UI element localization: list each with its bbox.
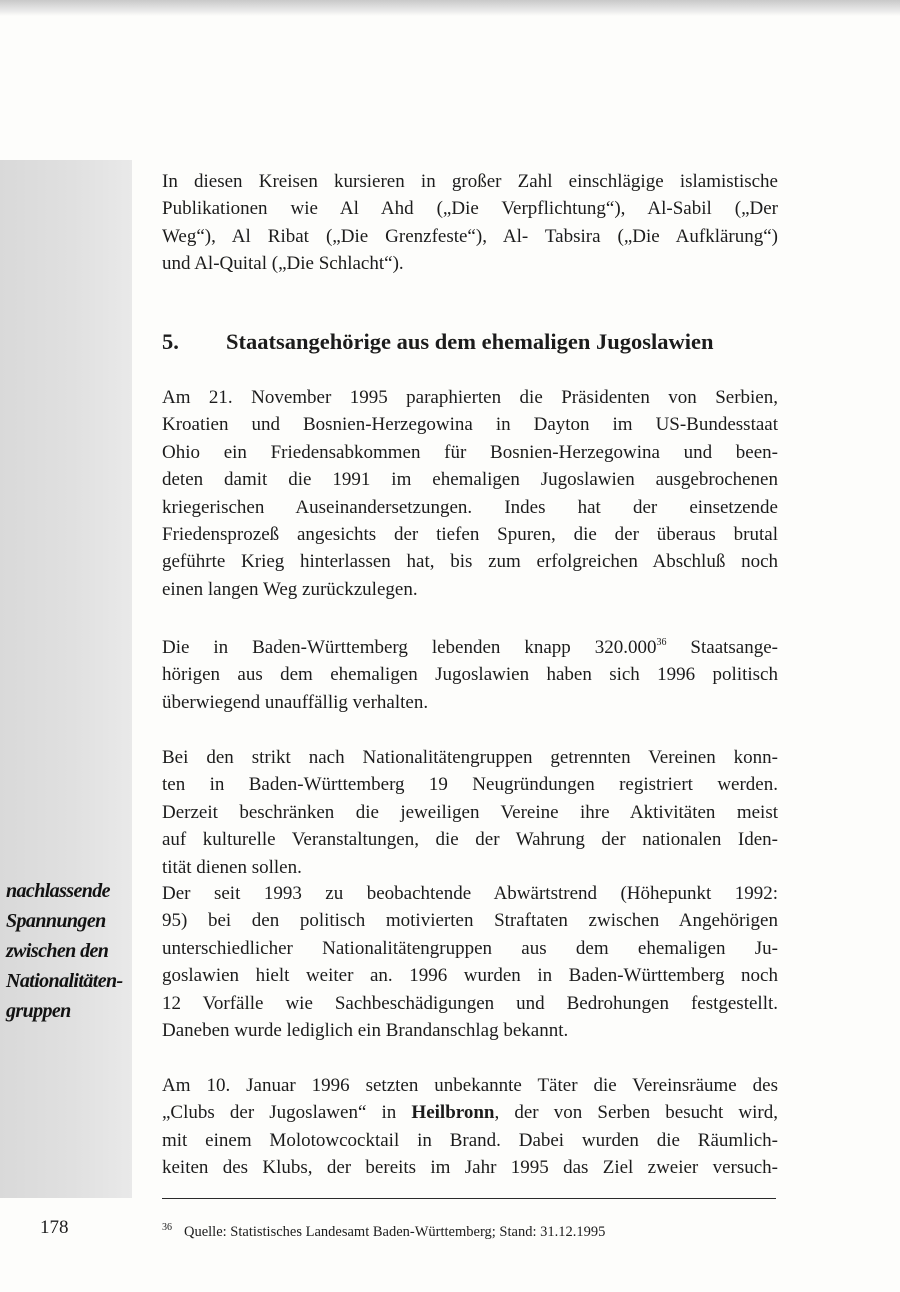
- paragraph-islamist-publications: [162, 168, 778, 278]
- text-segment: Die in Baden-Württemberg lebenden knapp 320.000: [162, 637, 657, 658]
- section-heading: [162, 327, 782, 357]
- text-line: 95) bei den politisch motivierten Straftaten zwischen Angehörigen: [162, 910, 778, 932]
- page-number: 178: [40, 1217, 69, 1238]
- text-line: [162, 1099, 778, 1126]
- text-line: einen langen Weg zurückzulegen.: [162, 578, 418, 600]
- text-line: überwiegend unauffällig verhalten.: [162, 691, 429, 713]
- text-line: In diesen Kreisen kursieren in großer Zahl einschlägige islamistische: [162, 171, 778, 192]
- place-name: Heilbronn: [411, 1102, 495, 1124]
- section-title: Staatsangehörige aus dem ehemaligen Jugoslawien: [226, 329, 714, 354]
- footnote-mark: 36: [162, 1222, 172, 1233]
- footnote-reference: 36: [656, 637, 667, 648]
- text-line: Weg“), Al Ribat („Die Grenzfeste“), Al- Tabsira („Die Aufklärung“): [162, 225, 778, 247]
- text-line: goslawien hielt weiter an. 1996 wurden in Baden-Württemberg noch: [162, 965, 778, 987]
- text-segment: , der von Serben besucht wird,: [494, 1102, 779, 1124]
- margin-note-line: gruppen: [6, 1000, 71, 1022]
- text-line: hörigen aus dem ehemaligen Jugoslawien haben sich 1996 politisch: [162, 664, 778, 686]
- footnote-divider: [162, 1198, 776, 1199]
- paragraph-crime-trend: [162, 880, 778, 1044]
- text-line: ten in Baden-Württemberg 19 Neugründungen registriert werden.: [162, 774, 778, 796]
- text-line: deten damit die 1991 im ehemaligen Jugoslawien ausgebrochenen: [162, 469, 778, 491]
- text-line: Friedensprozeß angesichts der tiefen Spuren, die der überaus brutal: [162, 524, 778, 546]
- text-line: kriegerischen Auseinandersetzungen. Indes hat der einsetzende: [162, 496, 778, 518]
- text-line: [162, 634, 778, 661]
- paragraph-dayton-agreement: [162, 384, 778, 603]
- text-segment: „Clubs der Jugoslawen“ in: [162, 1102, 412, 1124]
- section-number: 5.: [162, 329, 179, 354]
- text-line: Publikationen wie Al Ahd („Die Verpflichtung“), Al-Sabil („Der: [162, 198, 778, 220]
- margin-note-line: zwischen den: [6, 940, 109, 962]
- text-line: Am 21. November 1995 paraphierten die Präsidenten von Serbien,: [162, 387, 778, 408]
- text-line: Der seit 1993 zu beobachtende Abwärtstrend (Höhepunkt 1992:: [162, 883, 778, 904]
- margin-note-line: Spannungen: [6, 910, 106, 932]
- text-line: Ohio ein Friedensabkommen für Bosnien-Herzegowina und been-: [162, 441, 778, 463]
- text-line: Kroatien und Bosnien-Herzegowina in Dayton im US-Bundesstaat: [162, 414, 778, 436]
- scan-edge: [0, 0, 900, 16]
- text-line: auf kulturelle Veranstaltungen, die der Wahrung der nationalen Iden-: [162, 829, 778, 851]
- paragraph-population: [162, 634, 778, 716]
- text-line: Am 10. Januar 1996 setzten unbekannte Täter die Vereinsräume des: [162, 1075, 778, 1096]
- text-line: Derzeit beschränken die jeweiligen Vereine ihre Aktivitäten meist: [162, 801, 778, 823]
- text-line: geführte Krieg hinterlassen hat, bis zum erfolgreichen Abschluß noch: [162, 551, 778, 573]
- margin-note-line: nachlassende: [6, 880, 110, 902]
- text-line: mit einem Molotowcocktail in Brand. Dabei wurden die Räumlich-: [162, 1129, 778, 1151]
- text-segment: Staatsange-: [666, 637, 778, 658]
- text-line: 12 Vorfälle wie Sachbeschädigungen und Bedrohungen festgestellt.: [162, 992, 778, 1014]
- footnote-text: Quelle: Statistisches Landesamt Baden-Württemberg; Stand: 31.12.1995: [184, 1224, 606, 1240]
- margin-column: [0, 160, 132, 1198]
- text-line: keiten des Klubs, der bereits im Jahr 1995 das Ziel zweier versuch-: [162, 1157, 778, 1179]
- text-line: tität dienen sollen.: [162, 856, 302, 878]
- paragraph-associations: [162, 744, 778, 881]
- paragraph-heilbronn-incident: [162, 1072, 778, 1182]
- margin-note: [6, 876, 132, 1026]
- footnote: [162, 1218, 605, 1242]
- text-line: Daneben wurde lediglich ein Brandanschlag bekannt.: [162, 1020, 569, 1042]
- margin-note-line: Nationalitäten-: [6, 970, 123, 992]
- text-line: unterschiedlicher Nationalitätengruppen aus dem ehemaligen Ju-: [162, 937, 778, 959]
- text-line: Bei den strikt nach Nationalitätengruppen getrennten Vereinen konn-: [162, 747, 778, 768]
- text-line: und Al-Quital („Die Schlacht“).: [162, 253, 404, 275]
